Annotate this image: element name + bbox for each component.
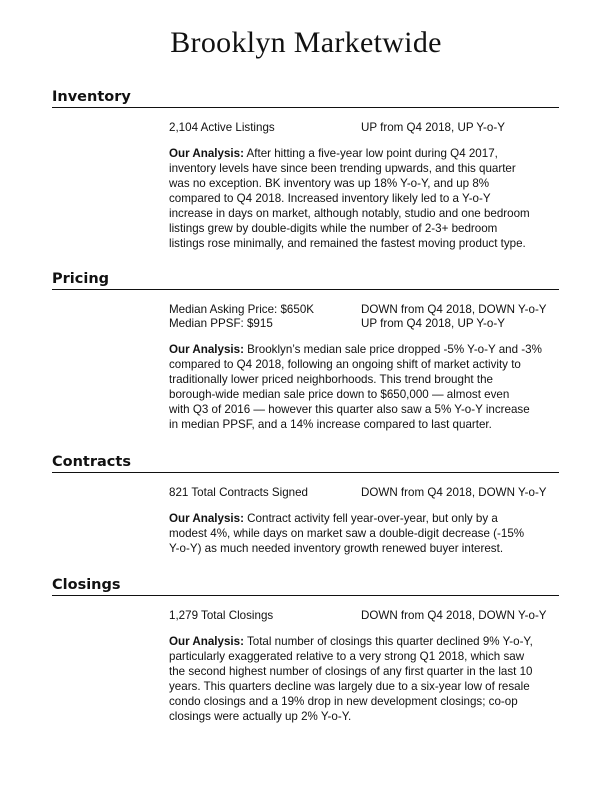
section-inventory xyxy=(52,88,559,251)
section-pricing xyxy=(52,270,559,432)
page-title: Brooklyn Marketwide xyxy=(170,26,442,59)
analysis-text: in median PPSF, and a 14% increase compared to last quarter. xyxy=(169,418,492,431)
section-contracts xyxy=(52,453,559,556)
analysis-text: particularly exaggerated relative to a very strong Q1 2018, which saw xyxy=(169,650,525,663)
section-closings xyxy=(52,576,559,724)
analysis-text: After hitting a five-year low point during Q4 2017, xyxy=(243,147,498,160)
analysis-text: Contract activity fell year-over-year, but only by a xyxy=(243,512,498,525)
analysis-text: inventory levels have since been trending upwards, and this quarter xyxy=(169,162,516,175)
analysis-text: listings grew by double-digits while the number of 2-3+ bedroom xyxy=(169,222,498,235)
analysis-text: Brooklyn’s median sale price dropped -5% Y-o-Y and -3% xyxy=(243,343,542,356)
analysis-text: condo closings and a 19% drop in new development closings; co-op xyxy=(169,695,518,708)
stat-trend: DOWN from Q4 2018, DOWN Y-o-Y xyxy=(361,486,547,499)
analysis-paragraph xyxy=(169,511,561,556)
stat-label: Median Asking Price: $650K xyxy=(169,303,315,316)
stat-label: Median PPSF: $915 xyxy=(169,317,273,330)
analysis-text: with Q3 of 2016 — however this quarter also saw a 5% Y-o-Y increase xyxy=(169,403,530,416)
stat-trend: UP from Q4 2018, UP Y-o-Y xyxy=(361,121,505,134)
stat-row xyxy=(169,121,559,135)
stat-trend: DOWN from Q4 2018, DOWN Y-o-Y xyxy=(361,609,547,622)
analysis-paragraph xyxy=(169,146,561,251)
stats-block xyxy=(169,303,559,331)
stat-row xyxy=(169,317,559,331)
analysis-text: borough-wide median sale price down to $650,000 — almost even xyxy=(169,388,510,401)
stat-trend: UP from Q4 2018, UP Y-o-Y xyxy=(361,317,505,330)
stats-block xyxy=(169,486,559,500)
stat-label: 2,104 Active Listings xyxy=(169,121,275,134)
analysis-text: listings rose minimally, and remained the fastest moving product type. xyxy=(169,237,526,250)
stat-row xyxy=(169,609,559,623)
section-title: Closings xyxy=(52,576,559,596)
analysis-text: Y-o-Y) as much needed inventory growth renewed buyer interest. xyxy=(169,542,504,555)
analysis-text: compared to Q4 2018. Increased inventory likely led to a Y-o-Y xyxy=(169,192,491,205)
analysis-text: closings were actually up 2% Y-o-Y. xyxy=(169,710,352,723)
analysis-text: Total number of closings this quarter declined 9% Y-o-Y, xyxy=(243,635,533,648)
section-title: Inventory xyxy=(52,88,559,108)
stats-block xyxy=(169,609,559,623)
analysis-paragraph xyxy=(169,634,561,724)
analysis-text: increase in days on market, although notably, studio and one bedroom xyxy=(169,207,530,220)
section-title: Contracts xyxy=(52,453,559,473)
stat-row xyxy=(169,303,559,317)
stat-label: 1,279 Total Closings xyxy=(169,609,274,622)
analysis-label: Our Analysis: xyxy=(169,512,244,525)
analysis-text: traditionally lower priced neighborhoods. This trend brought the xyxy=(169,373,493,386)
analysis-label: Our Analysis: xyxy=(169,343,244,356)
analysis-label: Our Analysis: xyxy=(169,147,244,160)
analysis-text: the second highest number of closings of any first quarter in the last 10 xyxy=(169,665,533,678)
analysis-text: years. This quarters decline was largely due to a six-year low of resale xyxy=(169,680,530,693)
stat-trend: DOWN from Q4 2018, DOWN Y-o-Y xyxy=(361,303,547,316)
analysis-label: Our Analysis: xyxy=(169,635,244,648)
stat-label: 821 Total Contracts Signed xyxy=(169,486,308,499)
analysis-paragraph xyxy=(169,342,561,432)
stats-block xyxy=(169,121,559,135)
stat-row xyxy=(169,486,559,500)
section-title: Pricing xyxy=(52,270,559,290)
analysis-text: modest 4%, while days on market saw a double-digit decrease (-15% xyxy=(169,527,525,540)
analysis-text: was no exception. BK inventory was up 18% Y-o-Y, and up 8% xyxy=(169,177,490,190)
analysis-text: compared to Q4 2018, following an ongoing shift of market activity to xyxy=(169,358,521,371)
